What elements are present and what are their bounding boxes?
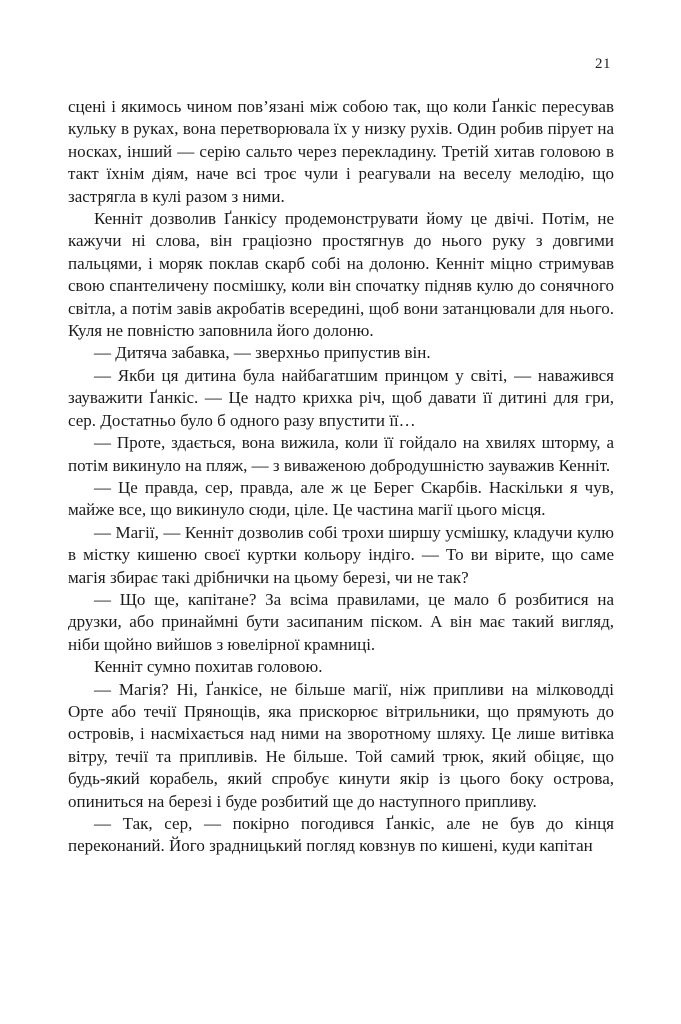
paragraph: сцені і якимось чином пов’язані між собою так, що коли Ґанкіс пересував кульку в руках, вона перетворювала їх у низку рухів. Один робив пірует на носках, інший — серію сальто через перекладину. Третій хитав головою в такт їхнім діям, наче всі троє чули і реагували на веселу мелодію, що застрягла в кулі разом з ними. <box>68 97 614 206</box>
paragraph: — Магії, — Кенніт дозволив собі трохи ширшу усмішку, кладучи кулю в містку кишеню своєї куртки кольору індіго. — То ви вірите, що саме магія збирає такі дрібнички на цьому березі, чи не так? <box>68 522 614 587</box>
paragraph: Кенніт дозволив Ґанкісу продемонструвати йому це двічі. Потім, не кажучи ні слова, він граціозно простягнув до нього руку з довгими пальцями, і моряк поклав скарб собі на долоню. Кенніт міцно стримував свою спантеличену посмішку, коли він спочатку підняв кулю до сонячного світла, а потім завів акробатів всередині, щоб вони затанцювали для нього. Куля не повністю заповнила його долоню. <box>68 209 614 341</box>
text-block <box>68 96 614 858</box>
paragraph: — Проте, здається, вона вижила, коли її гойдало на хвилях шторму, а потім викинуло на пляж, — з виваженою добродушністю зауважив Кенніт. <box>68 433 614 475</box>
paragraph: — Магія? Ні, Ґанкісе, не більше магії, ніж припливи на мілководді Орте або течії Прянощів, яка прискорює вітрильники, що прямують до островів, і насміхається над ними на зворотному шляху. Це лише витівка вітру, течії та припливів. Не більше. Той самий трюк, який обіцяє, що будь-який корабель, який спробує кинути якір із цього боку острова, опиниться на березі і буде розбитий ще до наступного припливу. <box>68 679 614 811</box>
paragraph: — Дитяча забавка, — зверхньо припустив він. <box>94 343 431 363</box>
page-number: 21 <box>595 56 611 72</box>
paragraph: Кенніт сумно похитав головою. <box>94 657 323 677</box>
paragraph: — Якби ця дитина була найбагатшим принцом у світі, — наважився зауважити Ґанкіс. — Це надто крихка річ, щоб давати її дитині для гри, сер. Достатньо було б одного разу впустити її… <box>68 365 614 430</box>
paragraph: — Так, сер, — покірно погодився Ґанкіс, але не був до кінця переконаний. Його зрадницький погляд ковзнув по кишені, куди капітан <box>68 814 614 856</box>
paragraph: — Що ще, капітане? За всіма правилами, це мало б розбитися на друзки, або принаймні бути засипаним піском. А він має такий вигляд, ніби щойно вийшов з ювелірної крамниці. <box>68 589 614 654</box>
paragraph: — Це правда, сер, правда, але ж це Берег Скарбів. Наскільки я чув, майже все, що викинуло сюди, ціле. Це частина магії цього місця. <box>68 477 614 520</box>
